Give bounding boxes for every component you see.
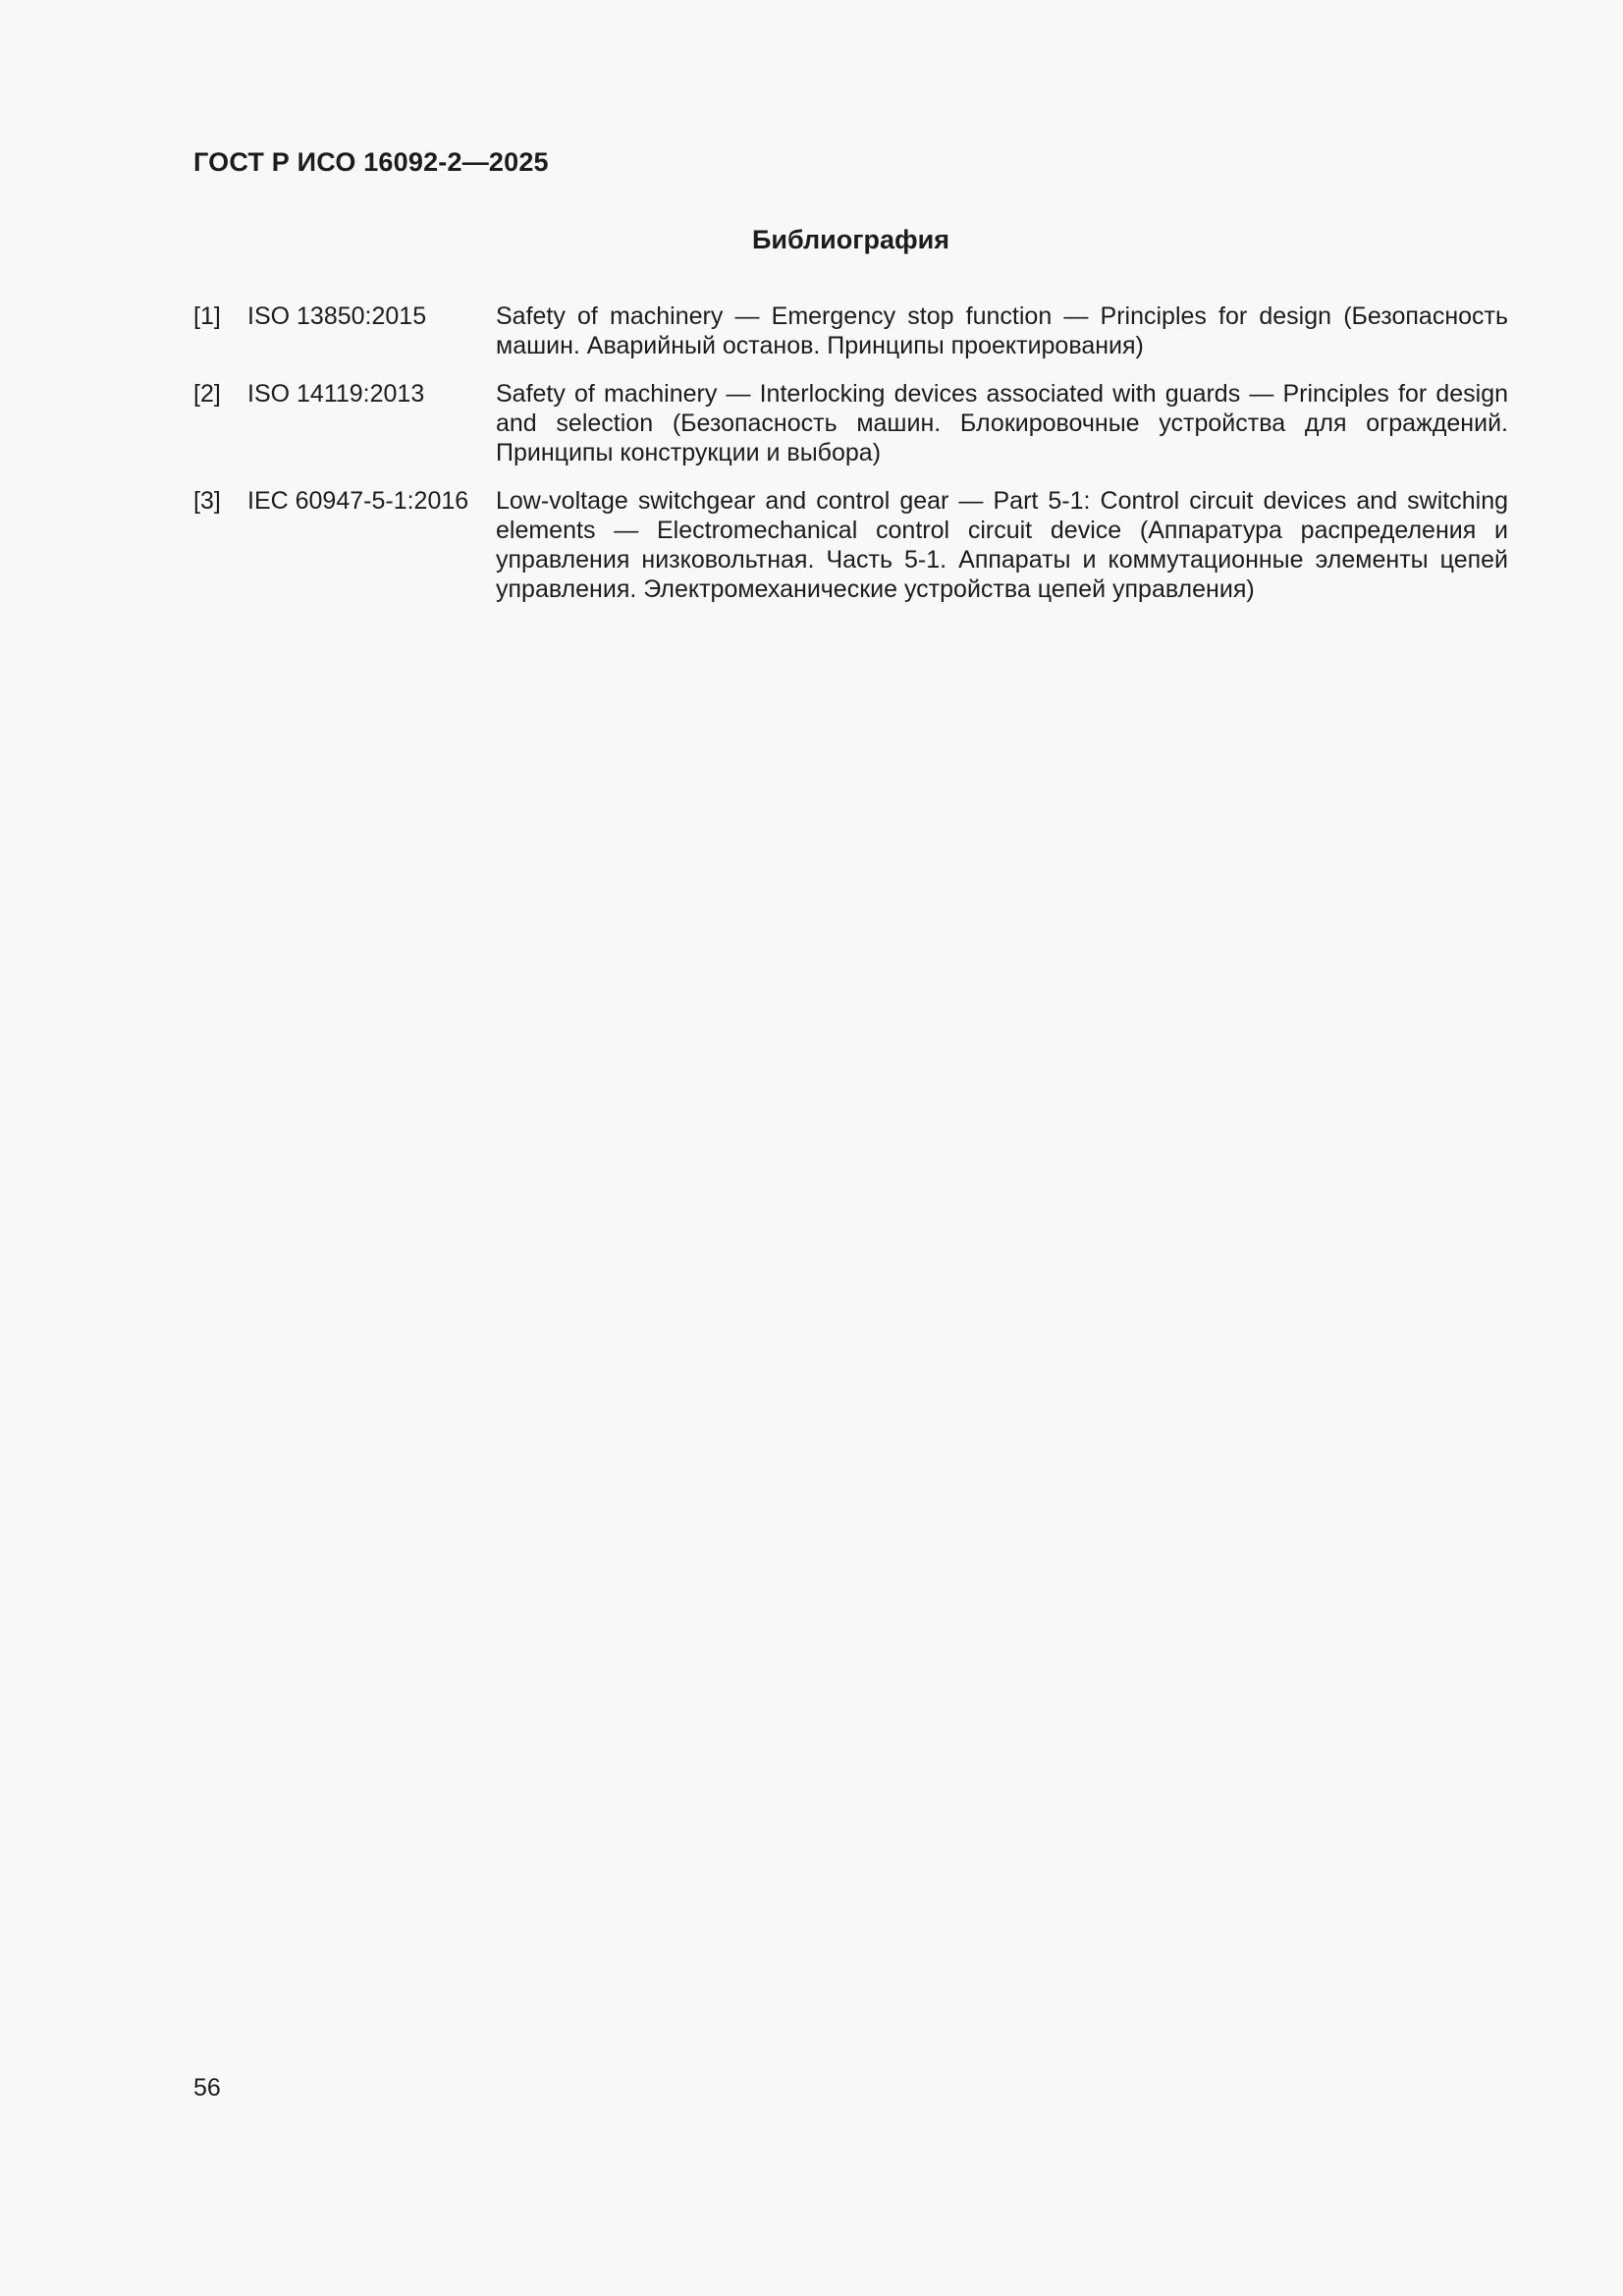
entry-description: Safety of machinery — Interlocking devices associated with guards — Principles for design and selection (Безопасность машин. Блокировочные устройства для ограждений. Принципы конструкции и выбора) bbox=[496, 380, 1508, 466]
page-number: 56 bbox=[193, 2074, 221, 2102]
entry-description: Safety of machinery — Emergency stop function — Principles for design (Безопасность машин. Аварийный останов. Принципы проектирования) bbox=[496, 302, 1508, 359]
bibliography-entry bbox=[193, 379, 1508, 467]
entry-number: [1] bbox=[193, 302, 221, 330]
entry-number: [3] bbox=[193, 487, 221, 515]
entry-number: [2] bbox=[193, 380, 221, 408]
entry-standard-code: ISO 14119:2013 bbox=[247, 380, 425, 408]
entry-standard-code: IEC 60947-5-1:2016 bbox=[247, 487, 469, 515]
bibliography-entry bbox=[193, 301, 1508, 360]
bibliography-list bbox=[193, 301, 1508, 623]
entry-standard-code: ISO 13850:2015 bbox=[247, 302, 427, 330]
entry-description: Low-voltage switchgear and control gear — Part 5-1: Control circuit devices and switching elements — Electromechanical control circuit device (Аппаратура распределения и управления низковольтная. Часть 5-1. Аппараты и коммутационные элементы цепей управления. Электромеханические устройства цепей управления) bbox=[496, 487, 1508, 603]
document-code: ГОСТ Р ИСО 16092-2—2025 bbox=[193, 147, 549, 177]
bibliography-entry bbox=[193, 486, 1508, 604]
bibliography-title: Библиография bbox=[752, 225, 949, 254]
